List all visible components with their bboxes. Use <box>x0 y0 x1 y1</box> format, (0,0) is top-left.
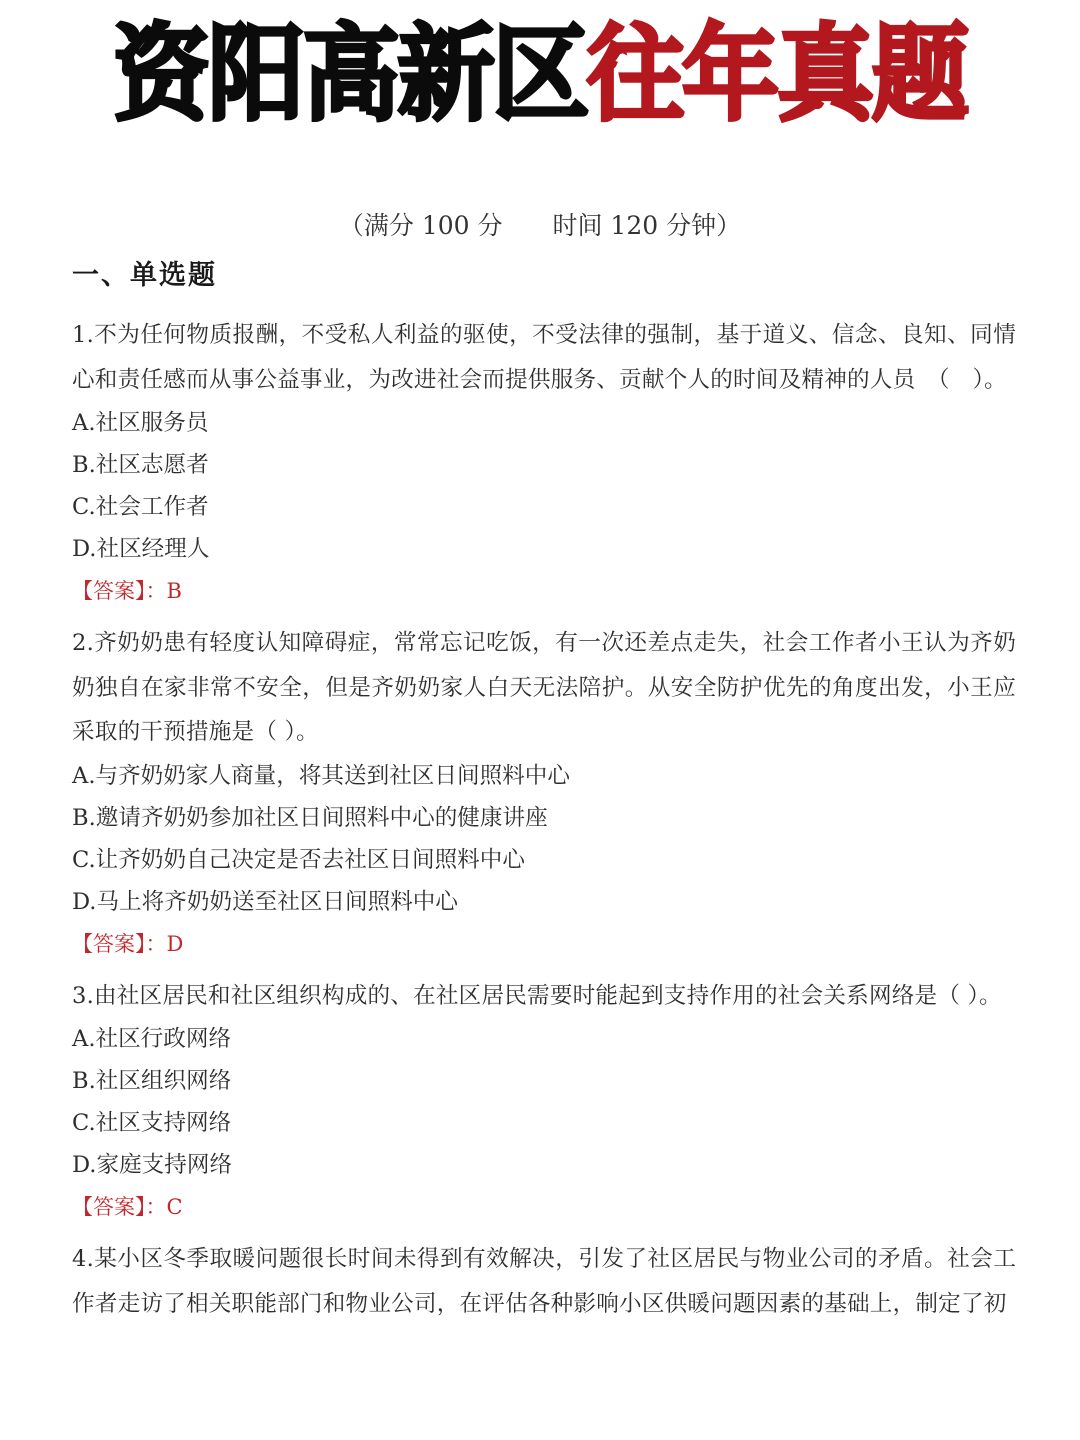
option-a: A.社区行政网络 <box>72 1026 232 1052</box>
option-b: B.社区志愿者 <box>72 452 209 478</box>
question-stem: 3.由社区居民和社区组织构成的、在社区居民需要时能起到支持作用的社会关系网络是（ ）。 <box>72 982 1002 1009</box>
page-title <box>38 14 1042 134</box>
option-a: A.与齐奶奶家人商量，将其送到社区日间照料中心 <box>72 762 570 789</box>
exam-info: （满分 100 分 时间 120 分钟） <box>338 211 742 240</box>
option-c: C.让齐奶奶自己决定是否去社区日间照料中心 <box>72 846 525 873</box>
option-d: D.家庭支持网络 <box>72 1152 233 1178</box>
title-black-part: 资阳高新区 <box>113 13 588 135</box>
question-list <box>72 313 1016 1326</box>
question-item <box>72 974 1016 1229</box>
section-heading: 一、单选题 <box>72 260 217 291</box>
option-a: A.社区服务员 <box>72 410 209 436</box>
title-red-part: 往年真题 <box>587 13 967 135</box>
answer-label: 【答案】：B <box>72 579 182 603</box>
option-d: D.社区经理人 <box>72 536 210 562</box>
option-c: C.社会工作者 <box>72 494 209 520</box>
question-item <box>72 313 1016 612</box>
option-b: B.社区组织网络 <box>72 1068 232 1094</box>
answer-label: 【答案】：C <box>72 1195 183 1219</box>
option-b: B.邀请齐奶奶参加社区日间照料中心的健康讲座 <box>72 804 548 831</box>
option-d: D.马上将齐奶奶送至社区日间照料中心 <box>72 888 458 915</box>
question-stem: 4.某小区冬季取暖问题很长时间未得到有效解决，引发了社区居民与物业公司的矛盾。社会工作者走访了相关职能部门和物业公司，在评估各种影响小区供暖问题因素的基础上，制定了初 <box>72 1246 1016 1317</box>
question-item <box>72 1237 1016 1326</box>
answer-label: 【答案】：D <box>72 931 184 956</box>
question-stem: 1.不为任何物质报酬，不受私人利益的驱使，不受法律的强制，基于道义、信念、良知、同情心和责任感而从事公益事业，为改进社会而提供服务、贡献个人的时间及精神的人员 （ ）。 <box>72 322 1016 393</box>
option-c: C.社区支持网络 <box>72 1110 232 1136</box>
question-stem: 2.齐奶奶患有轻度认知障碍症，常常忘记吃饭，有一次还差点走失，社会工作者小王认为齐奶奶独自在家非常不安全，但是齐奶奶家人白天无法陪护。从安全防护优先的角度出发，小王应采取的干预措施是（ ）。 <box>72 630 1016 745</box>
question-item <box>72 621 1016 965</box>
